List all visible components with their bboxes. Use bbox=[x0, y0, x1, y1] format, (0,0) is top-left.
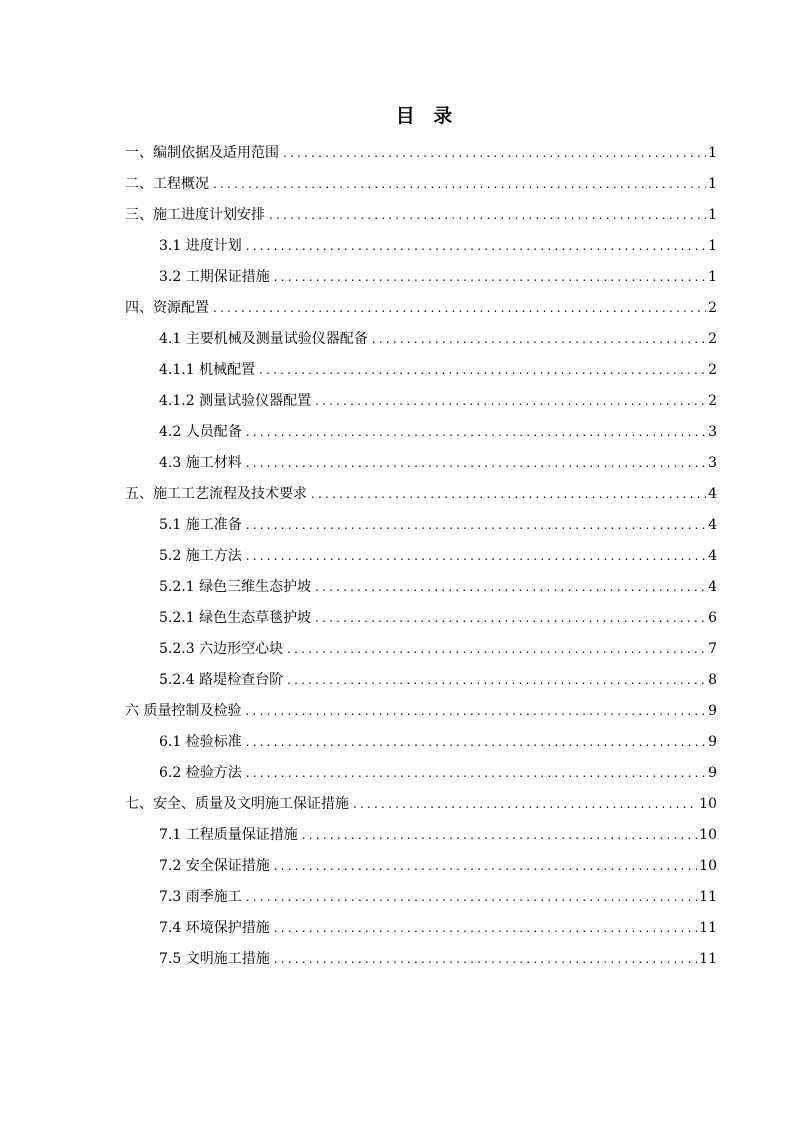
toc-entry-label: 4.1 主要机械及测量试验仪器配备 bbox=[159, 331, 368, 347]
toc-dot-leader bbox=[315, 608, 706, 628]
toc-entry[interactable] bbox=[125, 201, 717, 225]
toc-entry-label: 5.2.3 六边形空心块 bbox=[159, 641, 284, 657]
toc-dot-leader bbox=[315, 577, 706, 597]
toc-dot-leader bbox=[274, 918, 697, 938]
toc-entry-label: 7.2 安全保证措施 bbox=[159, 858, 270, 874]
toc-dot-leader bbox=[269, 205, 706, 225]
toc-entry[interactable] bbox=[159, 325, 717, 349]
toc-entry[interactable] bbox=[159, 914, 717, 938]
toc-entry-page: 11 bbox=[699, 951, 717, 967]
toc-entry[interactable] bbox=[125, 294, 717, 318]
toc-dot-leader bbox=[213, 174, 706, 194]
toc-entry-label: 二、工程概况 bbox=[125, 176, 209, 192]
toc-entry-page: 10 bbox=[699, 827, 717, 843]
toc-entry[interactable] bbox=[159, 542, 717, 566]
toc-dot-leader bbox=[311, 484, 706, 504]
toc-entry[interactable] bbox=[159, 573, 717, 597]
toc-entry[interactable] bbox=[125, 697, 717, 721]
toc-entry-page: 9 bbox=[708, 765, 717, 781]
toc-dot-leader bbox=[353, 794, 697, 814]
toc-entry-label: 4.1.1 机械配置 bbox=[159, 362, 256, 378]
toc-dot-leader bbox=[283, 143, 706, 163]
toc-entry-label: 4.3 施工材料 bbox=[159, 455, 242, 471]
toc-dot-leader bbox=[213, 298, 706, 318]
toc-entry-page: 3 bbox=[708, 424, 717, 440]
toc-dot-leader bbox=[287, 670, 706, 690]
toc-dot-leader bbox=[246, 763, 706, 783]
toc-entry[interactable] bbox=[159, 945, 717, 969]
toc-dot-leader bbox=[274, 949, 697, 969]
toc-entry-page: 1 bbox=[708, 269, 717, 285]
toc-entry-page: 4 bbox=[708, 579, 717, 595]
toc-dot-leader bbox=[274, 856, 697, 876]
toc-entry[interactable] bbox=[159, 387, 717, 411]
toc-entry-label: 一、编制依据及适用范围 bbox=[125, 145, 279, 161]
toc-entry-label: 4.2 人员配备 bbox=[159, 424, 242, 440]
toc-entry-label: 6.1 检验标准 bbox=[159, 734, 242, 750]
toc-entry[interactable] bbox=[159, 728, 717, 752]
toc-entry-label: 3.2 工期保证措施 bbox=[159, 269, 270, 285]
toc-dot-leader bbox=[246, 515, 706, 535]
toc-entry[interactable] bbox=[159, 232, 717, 256]
toc-entry-page: 11 bbox=[699, 920, 717, 936]
toc-entry-page: 1 bbox=[708, 207, 717, 223]
toc-entry-label: 7.5 文明施工措施 bbox=[159, 951, 270, 967]
toc-entry[interactable] bbox=[159, 635, 717, 659]
toc-entry[interactable] bbox=[159, 852, 717, 876]
toc-entry[interactable] bbox=[159, 356, 717, 380]
toc-dot-leader bbox=[246, 887, 697, 907]
toc-entry[interactable] bbox=[159, 604, 717, 628]
toc-entry-page: 1 bbox=[708, 176, 717, 192]
toc-entry-label: 4.1.2 测量试验仪器配置 bbox=[159, 393, 312, 409]
toc-entry-label: 三、施工进度计划安排 bbox=[125, 207, 265, 223]
toc-entry[interactable] bbox=[159, 418, 717, 442]
toc-entry[interactable] bbox=[125, 170, 717, 194]
toc-entry-page: 2 bbox=[708, 331, 717, 347]
toc-entry[interactable] bbox=[159, 883, 717, 907]
toc-entry-page: 3 bbox=[708, 455, 717, 471]
toc-entry[interactable] bbox=[159, 759, 717, 783]
toc-entry-page: 6 bbox=[708, 610, 717, 626]
toc-entry-label: 四、资源配置 bbox=[125, 300, 209, 316]
toc-dot-leader bbox=[246, 546, 706, 566]
toc-dot-leader bbox=[287, 639, 706, 659]
toc-entry-page: 4 bbox=[708, 486, 717, 502]
toc-entry-page: 4 bbox=[708, 517, 717, 533]
toc-entry-label: 3.1 进度计划 bbox=[159, 238, 242, 254]
toc-entry-label: 5.1 施工准备 bbox=[159, 517, 242, 533]
toc-entry[interactable] bbox=[159, 511, 717, 535]
toc-entry[interactable] bbox=[125, 480, 717, 504]
toc-entry-page: 10 bbox=[699, 858, 717, 874]
toc-entry[interactable] bbox=[159, 263, 717, 287]
toc-entry-page: 8 bbox=[708, 672, 717, 688]
toc-entry-label: 7.3 雨季施工 bbox=[159, 889, 242, 905]
toc-entry-page: 2 bbox=[708, 393, 717, 409]
toc-entry-page: 1 bbox=[708, 238, 717, 254]
toc-entry-label: 7.4 环境保护措施 bbox=[159, 920, 270, 936]
toc-entry-page: 9 bbox=[708, 734, 717, 750]
toc-dot-leader bbox=[246, 236, 706, 256]
toc-entry-page: 1 bbox=[708, 145, 717, 161]
toc-title: 目 录 bbox=[395, 105, 459, 127]
toc-entry-label: 5.2.4 路堤检查台阶 bbox=[159, 672, 284, 688]
toc-entry-label: 5.2 施工方法 bbox=[159, 548, 242, 564]
toc-dot-leader bbox=[315, 391, 706, 411]
toc-entry-page: 2 bbox=[708, 362, 717, 378]
toc-entry-page: 9 bbox=[708, 703, 717, 719]
toc-entry-page: 11 bbox=[699, 889, 717, 905]
toc-entry-label: 七、安全、质量及文明施工保证措施 bbox=[125, 796, 349, 812]
toc-dot-leader bbox=[246, 453, 706, 473]
toc-dot-leader bbox=[259, 360, 706, 380]
toc-entry-label: 6.2 检验方法 bbox=[159, 765, 242, 781]
toc-entry-label: 五、施工工艺流程及技术要求 bbox=[125, 486, 307, 502]
toc-entry[interactable] bbox=[159, 821, 717, 845]
toc-entry[interactable] bbox=[159, 449, 717, 473]
toc-entry-label: 5.2.1 绿色生态草毯护坡 bbox=[159, 610, 312, 626]
toc-entry-label: 六 质量控制及检验 bbox=[125, 703, 242, 719]
toc-dot-leader bbox=[245, 701, 706, 721]
toc-dot-leader bbox=[246, 732, 706, 752]
toc-entry-page: 4 bbox=[708, 548, 717, 564]
toc-dot-leader bbox=[302, 825, 697, 845]
toc-entry[interactable] bbox=[159, 666, 717, 690]
toc-entry-page: 2 bbox=[708, 300, 717, 316]
toc-dot-leader bbox=[246, 422, 706, 442]
toc-entry-label: 7.1 工程质量保证措施 bbox=[159, 827, 298, 843]
toc-entry-label: 5.2.1 绿色三维生态护坡 bbox=[159, 579, 312, 595]
toc-entry-page: 7 bbox=[708, 641, 717, 657]
toc-dot-leader bbox=[372, 329, 706, 349]
toc-entry-page: 10 bbox=[699, 796, 717, 812]
toc-entry[interactable] bbox=[125, 790, 717, 814]
toc-entry[interactable] bbox=[125, 139, 717, 163]
toc-dot-leader bbox=[274, 267, 706, 287]
